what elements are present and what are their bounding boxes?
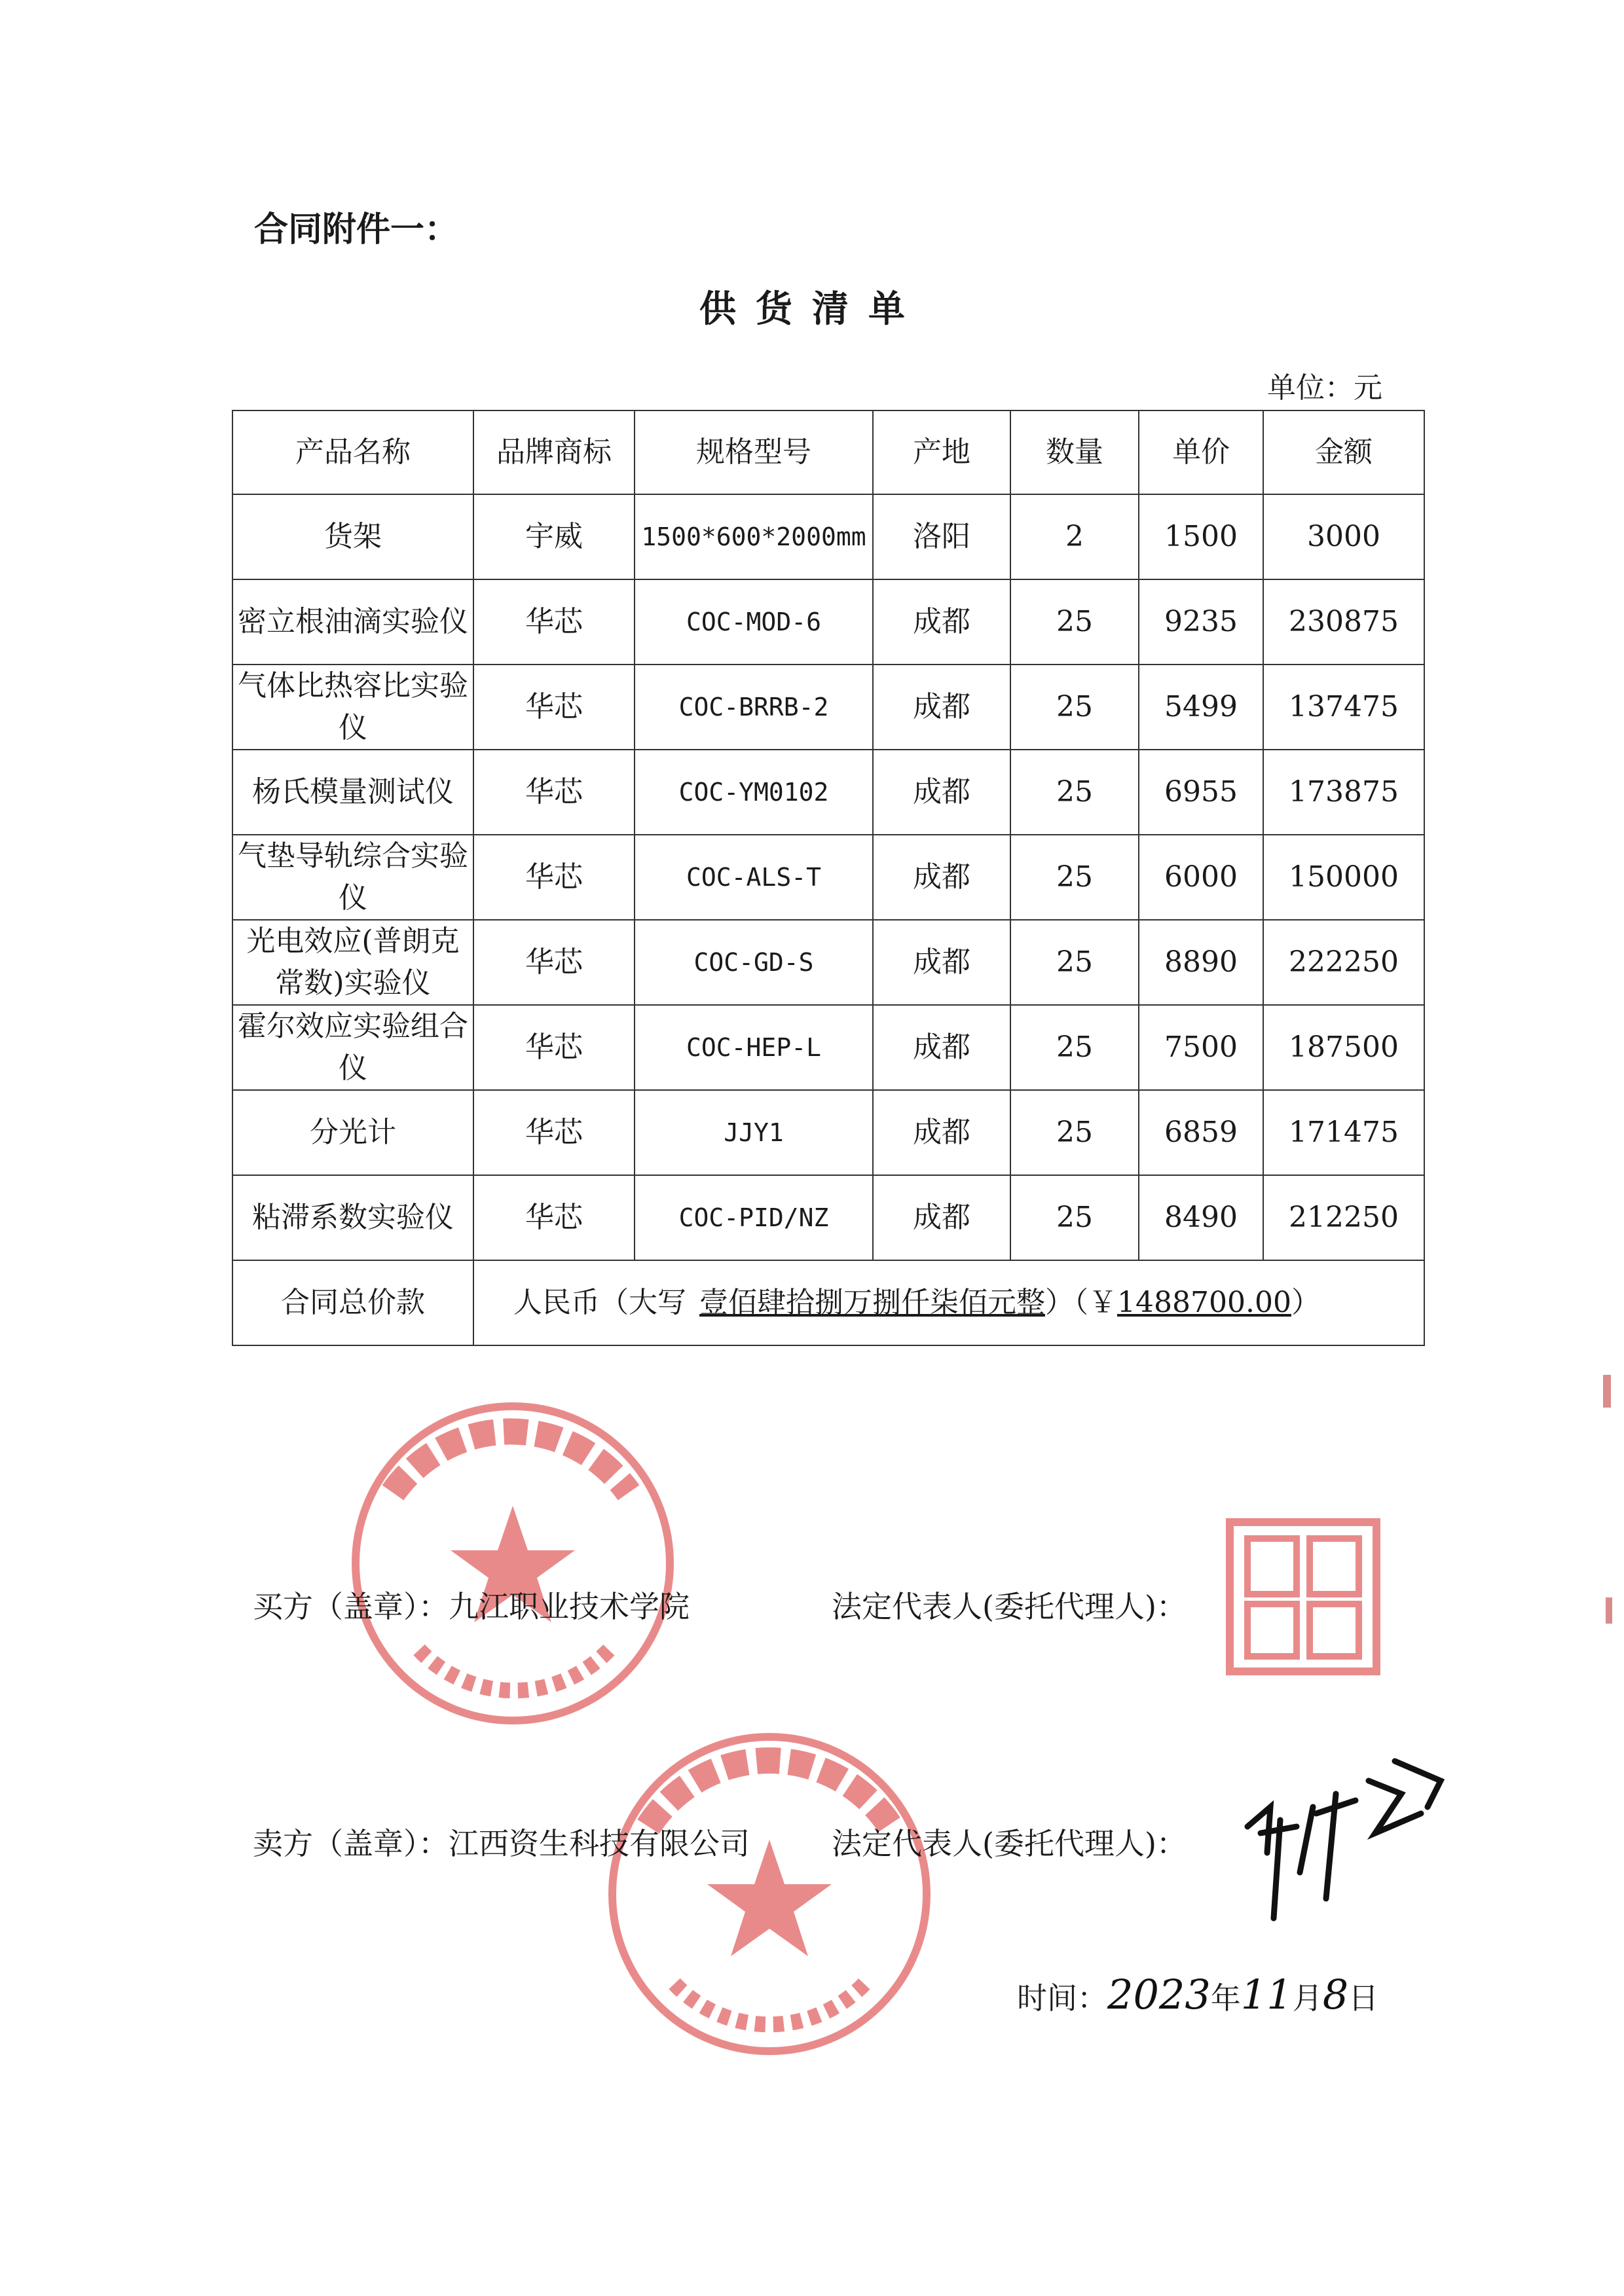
total-label: 合同总价款 (232, 1260, 473, 1345)
unit-label: 单位：元 (1267, 371, 1382, 405)
model: COC-BRRB-2 (635, 665, 873, 750)
quantity: 25 (1010, 835, 1139, 920)
quantity: 25 (1010, 579, 1139, 665)
origin: 成都 (873, 579, 1010, 665)
product-name: 气垫导轨综合实验仪 (232, 835, 473, 920)
date-label: 时间： (1017, 1980, 1107, 2016)
amount: 173875 (1263, 750, 1424, 835)
unit-price: 9235 (1139, 579, 1263, 665)
origin: 洛阳 (873, 494, 1010, 579)
header-cell: 品牌商标 (473, 410, 635, 494)
date-year: 2023 (1107, 1971, 1211, 2018)
unit-price: 6000 (1139, 835, 1263, 920)
product-name: 货架 (232, 494, 473, 579)
brand: 华芯 (473, 750, 635, 835)
total-suffix: ） (1291, 1286, 1320, 1319)
total-in-words: 壹佰肆拾捌万捌仟柒佰元整 (699, 1286, 1045, 1319)
product-name: 杨氏模量测试仪 (232, 750, 473, 835)
origin: 成都 (873, 750, 1010, 835)
model: COC-ALS-T (635, 835, 873, 920)
document-title: 供货清单 (699, 288, 925, 331)
product-name: 密立根油滴实验仪 (232, 579, 473, 665)
origin: 成都 (873, 835, 1010, 920)
model: COC-PID/NZ (635, 1175, 873, 1260)
origin: 成都 (873, 1175, 1010, 1260)
brand: 华芯 (473, 835, 635, 920)
amount: 137475 (1263, 665, 1424, 750)
buyer-label: 买方（盖章）：九江职业技术学院 (253, 1589, 690, 1624)
quantity: 25 (1010, 920, 1139, 1005)
product-name: 粘滞系数实验仪 (232, 1175, 473, 1260)
product-name: 霍尔效应实验组合仪 (232, 1005, 473, 1090)
amount: 212250 (1263, 1175, 1424, 1260)
brand: 华芯 (473, 579, 635, 665)
brand: 华芯 (473, 1175, 635, 1260)
model: COC-GD-S (635, 920, 873, 1005)
date-year-unit: 年 (1210, 1980, 1241, 2016)
unit-price: 1500 (1139, 494, 1263, 579)
header-cell: 产地 (873, 410, 1010, 494)
header-cell: 产品名称 (232, 410, 473, 494)
quantity: 25 (1010, 1005, 1139, 1090)
model: JJY1 (635, 1090, 873, 1175)
buyer-representative-seal (1230, 1522, 1376, 1671)
unit-price: 6859 (1139, 1090, 1263, 1175)
date-month-unit: 月 (1292, 1980, 1323, 2016)
brand: 宇威 (473, 494, 635, 579)
amount: 222250 (1263, 920, 1424, 1005)
brand: 华芯 (473, 920, 635, 1005)
date-month: 11 (1240, 1971, 1293, 2018)
attachment-title: 合同附件一： (254, 210, 459, 249)
brand: 华芯 (473, 665, 635, 750)
amount: 187500 (1263, 1005, 1424, 1090)
quantity: 25 (1010, 665, 1139, 750)
unit-price: 8890 (1139, 920, 1263, 1005)
seller-label: 卖方（盖章）：江西资生科技有限公司 (253, 1826, 750, 1861)
brand: 华芯 (473, 1005, 635, 1090)
seller-signature (1247, 1761, 1441, 1918)
total-amount: 1488700.00 (1117, 1286, 1291, 1319)
model: COC-YM0102 (635, 750, 873, 835)
origin: 成都 (873, 1005, 1010, 1090)
model: 1500*600*2000mm (635, 494, 873, 579)
model: COC-HEP-L (635, 1005, 873, 1090)
buyer-seal (356, 1406, 670, 1721)
scan-edge-marks (1603, 1375, 1612, 1624)
origin: 成都 (873, 920, 1010, 1005)
product-name: 光电效应(普朗克常数)实验仪 (232, 920, 473, 1005)
date-day-unit: 日 (1348, 1980, 1379, 2016)
unit-price: 8490 (1139, 1175, 1263, 1260)
product-name: 分光计 (232, 1090, 473, 1175)
seller-representative-label: 法定代表人(委托代理人)： (832, 1826, 1187, 1861)
header-cell: 金额 (1263, 410, 1424, 494)
amount: 3000 (1263, 494, 1424, 579)
signing-date (1017, 1971, 1378, 2018)
amount: 230875 (1263, 579, 1424, 665)
unit-price: 7500 (1139, 1005, 1263, 1090)
unit-price: 6955 (1139, 750, 1263, 835)
date-day: 8 (1322, 1971, 1349, 2018)
quantity: 25 (1010, 1175, 1139, 1260)
brand: 华芯 (473, 1090, 635, 1175)
total-mid: ）（￥ (1045, 1286, 1117, 1319)
origin: 成都 (873, 665, 1010, 750)
quantity: 25 (1010, 750, 1139, 835)
unit-price: 5499 (1139, 665, 1263, 750)
quantity: 2 (1010, 494, 1139, 579)
header-cell: 规格型号 (635, 410, 873, 494)
seller-seal (612, 1737, 927, 2051)
total-prefix: 人民币（大写 (513, 1286, 686, 1319)
header-cell: 单价 (1139, 410, 1263, 494)
amount: 150000 (1263, 835, 1424, 920)
origin: 成都 (873, 1090, 1010, 1175)
product-name: 气体比热容比实验仪 (232, 665, 473, 750)
model: COC-MOD-6 (635, 579, 873, 665)
buyer-representative-label: 法定代表人(委托代理人)： (832, 1589, 1187, 1624)
header-cell: 数量 (1010, 410, 1139, 494)
quantity: 25 (1010, 1090, 1139, 1175)
amount: 171475 (1263, 1090, 1424, 1175)
